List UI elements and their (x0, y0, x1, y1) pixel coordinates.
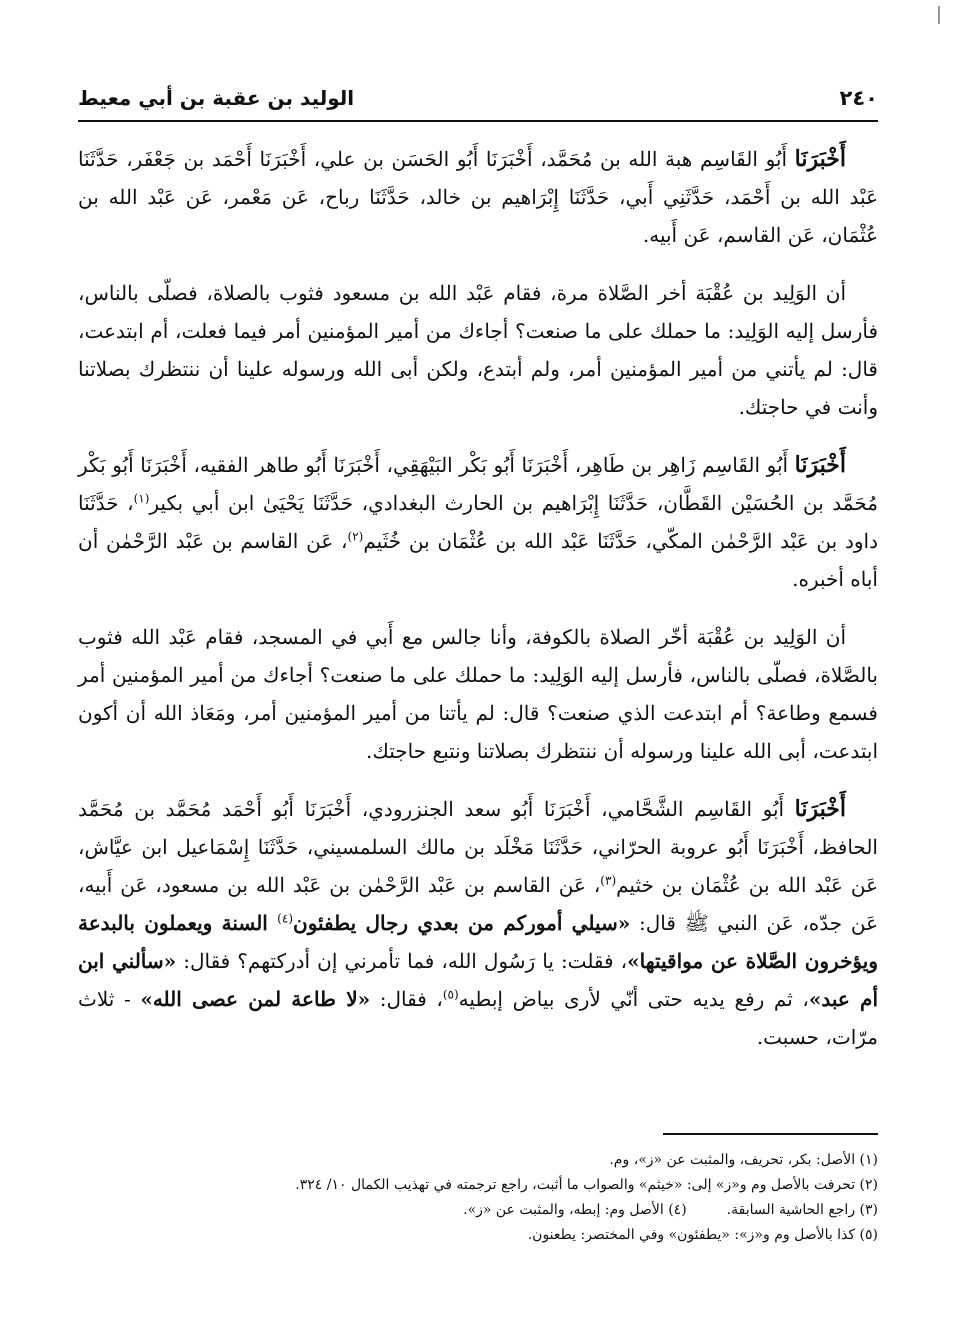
header-divider (78, 120, 878, 122)
akhbarana-lead: أَخْبَرَنَا (794, 452, 846, 478)
page-number: ٢٤٠ (839, 86, 878, 110)
paragraph-text: أن الوَلِيد بن عُقْبَة أخر الصَّلاة مرة، فقام عَبْد الله بن مسعود فثوب بالصلاة، فصلّى بالناس، فأرسل إليه الوَلِيد: ما حملك على ما صنعت؟ أجاءك من أمير المؤمنين أمر فيما فعلت، أم ابتدعت، قال: لم يأتني من أمير المؤمنين أمر، ولم أبتدع، ولكن أبى الله ورسوله علينا أن ننتظرك بصلاتنا وأنت في حاجتك. (78, 281, 878, 419)
running-title: الوليد بن عقبة بن أبي معيط (78, 86, 355, 110)
footnote-ref-1[interactable]: (١) (133, 491, 150, 506)
paragraph-text: أَبُو القَاسِم زَاهِر بن طَاهِر، أَخْبَرَنَا أَبُو بَكْر البَيْهَقِي، أَخْبَرَنَا أَبُو طاهر الفقيه، أَخْبَرَنَا أَبُو بَكْر مُحَمَّد بن الحُسَيْن القَطَّان، حَدَّثَنَا إِبْرَاهيم بن الحارث البغدادي، حَدَّثَنَا يَحْيَىٰ ابن أبي بكير (78, 453, 878, 515)
footnote-ref-2[interactable]: (٢) (347, 529, 364, 544)
hadith-quote: «سيلي أموركم من بعدي رجال يطفئون (293, 911, 631, 935)
footnote-1: (١) الأصل: بكر، تحريف، والمثبت عن «ز»، وم. (609, 1152, 878, 1168)
hadith-quote: «سألني ابن أم عبد» (78, 949, 879, 1011)
footnote-ref-3[interactable]: (٣) (600, 873, 617, 888)
paragraph-text: ، فقال: (370, 987, 443, 1011)
footnote-5: (٥) كذا بالأصل وم و«ز»: «يطفئون» وفي المختصر: يطعنون. (527, 1227, 878, 1243)
hadith-quote: «لا طاعة لمن عصى الله» (140, 987, 371, 1011)
footnote-ref-4[interactable]: (٤) (277, 911, 293, 926)
paragraph-text: أَبُو القَاسِم هبة الله بن مُحَمَّد، أَخْبَرَنَا أَبُو الحَسَن بن علي، أَخْبَرَنَا أَحْمَد بن جَعْفَر، حَدَّثَنَا عَبْد الله بن أَحْمَد، حَدَّثَنِي أَبي، حَدَّثَنَا إِبْرَاهيم بن خالد، حَدَّثَنَا رباح، عَن مَعْمر، عَن عَبْد الله بن عُثْمَان، عَن القاسم، عَن أَبيه. (78, 147, 878, 247)
isnad-paragraph-2 (78, 446, 878, 598)
narration-paragraph-2 (78, 618, 878, 770)
paragraph-text: ، عَن القاسم بن عَبْد الرَّحْمٰن بن عَبْد الله بن مسعود، عَن أَبيه، عَن جدّه، عَن النبي ﷺ قال: (78, 873, 878, 935)
footnote-divider (663, 1133, 878, 1135)
paragraph-text: ، عَن القاسم بن عَبْد الرَّحْمٰن أن أباه أخبره. (78, 529, 878, 591)
footnote-row (78, 1198, 878, 1223)
paragraph-text: أَبُو القَاسِم الشَّحَّامي، أَخْبَرَنَا أَبُو سعد الجنزرودي، أَخْبَرَنَا أَبُو أَحْمَد مُحَمَّد بن مُحَمَّد الحافظ، أَخْبَرَنَا أَبُو عروبة الحرّاني، حَدَّثَنَا مَخْلَد بن مالك السلمسيني، حَدَّثَنَا إِسْمَاعيل ابن عيَّاش، عَن عَبْد الله بن عُثْمَان بن خثيم (78, 797, 878, 897)
isnad-paragraph-1 (78, 140, 878, 254)
paragraph-text: ، ثم رفع يديه حتى أنّي لأرى بياض إبطيه (458, 987, 809, 1011)
paragraph-text: - ثلاث مرّات، حسبت. (78, 987, 878, 1049)
footnote-2: (٢) تحرفت بالأصل وم و«ز» إلى: «خيثم» والصواب ما أثبت، راجع ترجمته في تهذيب الكمال ١٠/ ٣٢٤. (295, 1177, 878, 1193)
paragraph-text: ، فقلت: يا رَسُول الله، فما تأمرني إن أدركتهم؟ فقال: (176, 949, 628, 973)
scan-margin-mark (938, 6, 940, 24)
isnad-paragraph-3 (78, 790, 878, 1056)
paragraph-text: أن الوَلِيد بن عُقْبَة أخّر الصلاة بالكوفة، وأنا جالس مع أَبي في المسجد، فقام عَبْد الله فثوب بالصَّلاة، فصلّى بالناس، فأرسل إليه الوَلِيد: ما حملك على ما صنعت؟ أجاءك من أمير المؤمنين أمر فسمع وطاعة؟ أم ابتدعت الذي صنعت؟ قال: لم يأتنا من أمير المؤمنين أمر، ومَعَاذ الله أن أكون ابتدعت، أبى الله علينا ورسوله أن ننتظرك بصلاتنا ونتبع حاجتك. (78, 625, 878, 763)
footnote-ref-5[interactable]: (٥) (442, 987, 459, 1002)
page-header (78, 78, 878, 118)
footnote-3: (٣) راجع الحاشية السابقة. (726, 1202, 878, 1218)
akhbarana-lead: أَخْبَرَنَا (794, 146, 846, 172)
akhbarana-lead: أَخْبَرَنَا (794, 796, 846, 822)
hadith-quote: السنة ويعملون بالبدعة ويؤخرون الصَّلاة عن مواقيتها» (78, 911, 878, 973)
footnotes (78, 1148, 878, 1248)
main-text (78, 140, 878, 1076)
paragraph-text: ، حَدَّثَنَا داود بن عَبْد الرَّحْمٰن المكّي، حَدَّثَنَا عَبْد الله بن عُثْمَان بن خُثَيم (78, 491, 878, 553)
narration-paragraph-1 (78, 274, 878, 426)
footnote-4: (٤) الأصل وم: إبطه، والمثبت عن «ز». (463, 1202, 687, 1218)
